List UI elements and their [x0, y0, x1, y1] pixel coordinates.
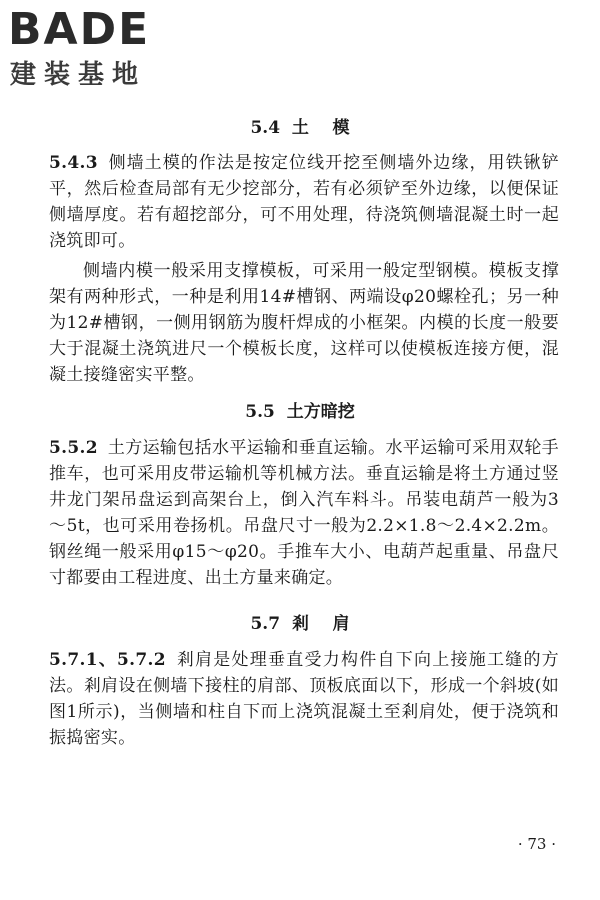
paragraph-5-5-2 — [49, 435, 559, 591]
logo-chinese-text: 建装基地 — [10, 60, 147, 90]
clause-text: 土方运输包括水平运输和垂直运输。水平运输可采用双轮手推车，也可采用皮带运输机等机械方法。垂直运输是将土方通过竖井龙门架吊盘运到高架台上，倒入汽车料斗。吊装电葫芦一般为3～5t，也可采用卷扬机。吊盘尺寸一般为2.2×1.8～2.4×2.2m。钢丝绳一般采用φ15～φ20。手推车大小、电葫芦起重量、吊盘尺寸都要由工程进度、出土方量来确定。 — [49, 438, 559, 588]
section-heading-5-5: 5.5 土方暗挖 — [245, 402, 355, 422]
logo-wordmark: BADE — [8, 4, 151, 55]
bade-logo — [8, 6, 178, 94]
clause-number: 5.4.3 — [49, 153, 98, 173]
clause-number: 5.7.1、5.7.2 — [49, 650, 166, 670]
clause-text: 侧墙土模的作法是按定位线开挖至侧墙外边缘，用铁锹铲平，然后检查局部有无少挖部分，若有必须铲至外边缘，以便保证侧墙厚度。若有超挖部分，可不用处理，待浇筑侧墙混凝土时一起浇筑即可。 — [49, 153, 559, 251]
section-heading-5-7: 5.7 剎 肩 — [250, 614, 350, 634]
clause-number: 5.5.2 — [49, 438, 98, 458]
paragraph-5-4-3 — [49, 150, 559, 254]
page-number: · 73 · — [517, 835, 556, 853]
paragraph-inner-formwork: 侧墙内模一般采用支撑模板，可采用一般定型钢模。模板支撑架有两种形式，一种是利用14#槽钢、两端设φ20螺栓孔；另一种为12#槽钢，一侧用钢筋为腹杆焊成的小框架。内模的长度一般要大于混凝土浇筑进尺一个模板长度，这样可以使模板连接方便，混凝土接缝密实平整。 — [49, 261, 559, 385]
paragraph-5-7-1 — [49, 647, 559, 751]
clause-text: 剎肩是处理垂直受力构件自下向上接施工缝的方法。剎肩设在侧墙下接柱的肩部、顶板底面以下，形成一个斜坡(如图1所示)，当侧墙和柱自下而上浇筑混凝土至剎肩处，便于浇筑和振捣密实。 — [49, 650, 559, 748]
section-heading-5-4: 5.4 土 模 — [250, 118, 350, 138]
